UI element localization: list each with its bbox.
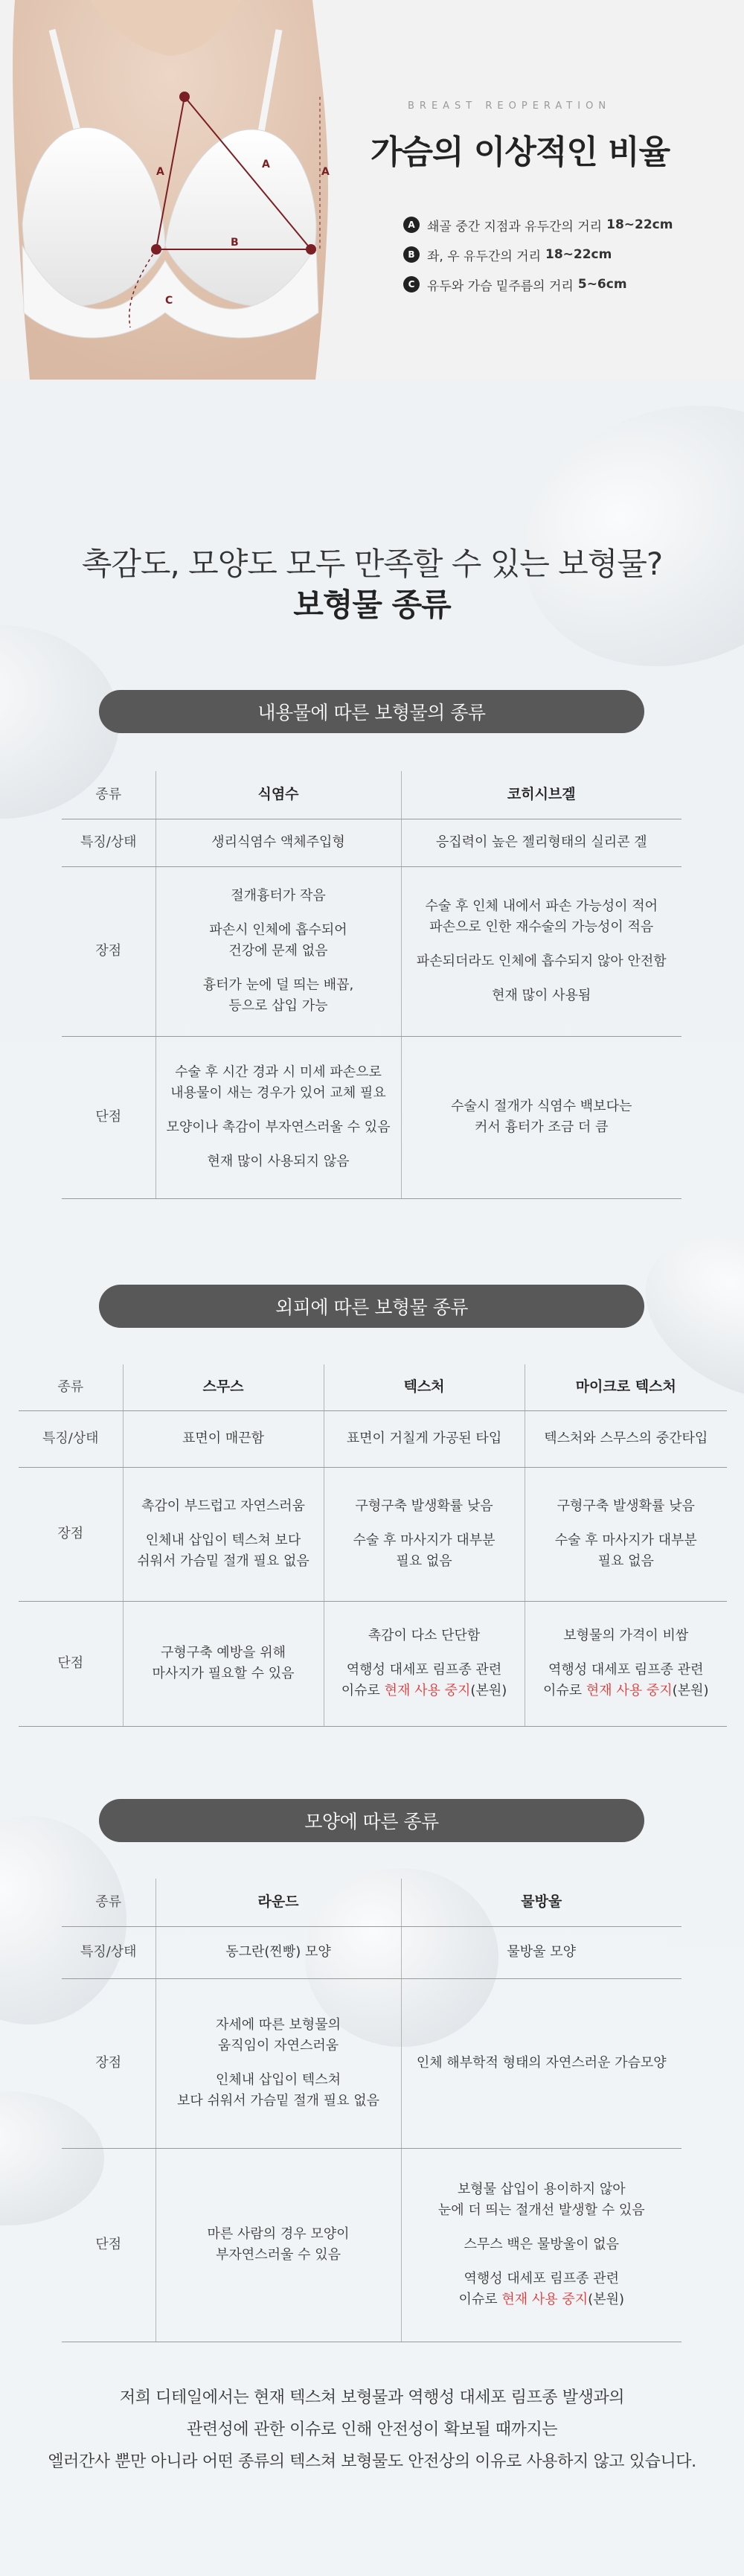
header-cell: 라운드 (155, 1879, 401, 1926)
cell-text: 인체 해부학적 형태의 자연스러운 가슴모양 (416, 2055, 667, 2071)
cell-text: 파손시 인체에 흡수되어 건강에 문제 없음 (209, 922, 347, 959)
cell-text (531, 1660, 722, 1701)
table-cell (525, 1467, 727, 1601)
discontinued-notice: 현재 사용 중지 (586, 1682, 673, 1698)
table-cell (401, 1036, 682, 1198)
cell-text: 보형물의 가격이 비쌈 (563, 1628, 689, 1644)
cell-text: 수술 후 인체 내에서 파손 가능성이 적어 파손으로 인한 재수술의 가능성이 적음 (425, 898, 658, 936)
ratio-item-c (403, 269, 673, 299)
table-cell (123, 1601, 324, 1726)
diagram-label-b: B (231, 237, 239, 249)
cell-text: 보형물 삽입이 용이하지 않아 눈에 더 띄는 절개선 발생할 수 있음 (437, 2182, 645, 2219)
implant-shell-table (19, 1364, 727, 1727)
cell-text-part: (본원) (470, 1682, 507, 1698)
table-row (62, 1036, 682, 1198)
header-cell: 물방울 (401, 1879, 682, 1926)
table-cell (155, 2148, 401, 2342)
implant-types-section (0, 380, 744, 2576)
footnote-line: 엘러간사 뿐만 아니라 어떤 종류의 텍스쳐 보형물도 안전상의 이유로 사용하지 않고 있습니다. (48, 2452, 696, 2471)
table-cell (324, 1601, 525, 1726)
table-cell (155, 1978, 401, 2148)
table-cell (525, 1601, 727, 1726)
header-cell: 마이크로 텍스처 (525, 1364, 727, 1410)
diagram-label-c: C (165, 295, 173, 307)
cell-text: 스무스 백은 물방울이 없음 (464, 2237, 619, 2253)
marker-a-icon: A (403, 217, 420, 233)
hero-subtitle: BREAST REOPERATION (408, 100, 612, 112)
table-cell (155, 1036, 401, 1198)
footnote-line: 저희 디테일에서는 현재 텍스쳐 보형물과 역행성 대세포 림프종 발생과의 (119, 2388, 625, 2407)
section-pill-contents: 내용물에 따른 보형물의 종류 (99, 690, 644, 733)
implant-shape-table (62, 1879, 682, 2342)
table-row (19, 1410, 727, 1467)
footnote-line: 관련성에 관한 이슈로 인해 안전성이 확보될 때까지는 (186, 2420, 558, 2439)
row-label: 단점 (62, 1036, 155, 1198)
cell-text: 수술 후 마사지가 대부분 필요 없음 (353, 1533, 496, 1569)
cell-text: 현재 많이 사용되지 않음 (207, 1153, 350, 1169)
header-cell: 종류 (19, 1364, 123, 1410)
cell-text: 절개흉터가 작음 (231, 888, 326, 904)
cell-text: 응집력이 높은 젤리형태의 실리콘 겔 (435, 834, 647, 851)
diagram-label-a-right: A (262, 159, 270, 170)
cell-text: 수술 후 마사지가 대부분 필요 없음 (554, 1533, 697, 1569)
table-cell (525, 1410, 727, 1467)
safety-footnote (0, 2382, 744, 2478)
cell-text-part: 이슈로 (341, 1682, 385, 1698)
hero-title-bold: 이상적인 비율 (473, 133, 670, 171)
cell-text: 현재 많이 사용됨 (492, 987, 591, 1003)
cell-text: 수술 후 시간 경과 시 미세 파손으로 내용물이 새는 경우가 있어 교체 필요 (170, 1064, 386, 1102)
intro-question: 촉감도, 모양도 모두 만족할 수 있는 보형물? (81, 546, 663, 582)
table-cell (401, 866, 682, 1036)
table-cell (324, 1467, 525, 1601)
table-header-row (19, 1364, 727, 1410)
table-row (62, 1978, 682, 2148)
cell-text-part: 이슈로 (543, 1682, 586, 1698)
header-cell: 코히시브겔 (401, 771, 682, 819)
cell-text: 자세에 따른 보형물의 움직임이 자연스러움 (216, 2017, 341, 2054)
cell-text: 촉감이 다소 단단함 (368, 1628, 481, 1644)
cell-text: 물방울 모양 (507, 1944, 577, 1960)
cell-text-part: 역행성 대세포 림프종 관련 (464, 2270, 619, 2286)
intro-heading: 보형물 종류 (293, 587, 451, 623)
implant-contents-table (62, 771, 682, 1199)
ratio-value: 5~6cm (577, 277, 627, 292)
table-cell (401, 1926, 682, 1978)
ratio-value: 18~22cm (606, 217, 673, 232)
cell-text (330, 1660, 519, 1701)
header-cell: 종류 (62, 771, 155, 819)
row-label: 장점 (19, 1467, 123, 1601)
header-cell: 식염수 (155, 771, 401, 819)
cell-text-part: (본원) (588, 2291, 624, 2307)
cell-text: 표면이 매끈함 (182, 1431, 265, 1447)
cell-text: 생리식염수 액체주입형 (211, 834, 345, 851)
cell-text-part: 역행성 대세포 림프종 관련 (548, 1662, 704, 1678)
table-row (62, 866, 682, 1036)
table-header-row (62, 771, 682, 819)
table-cell (123, 1410, 324, 1467)
row-label: 특징/상태 (62, 819, 155, 866)
cell-text: 구형구축 발생확률 낮음 (355, 1498, 493, 1515)
table-cell (155, 866, 401, 1036)
ratio-text: 유두와 가슴 밑주름의 거리 (427, 278, 574, 294)
table-row (19, 1601, 727, 1726)
diagram-label-a-side: A (321, 166, 330, 178)
table-cell (155, 819, 401, 866)
bra-diagram-illustration (0, 0, 350, 380)
table-cell (324, 1410, 525, 1467)
row-label: 장점 (62, 866, 155, 1036)
discontinued-notice: 현재 사용 중지 (501, 2291, 589, 2307)
marker-b-icon: B (403, 246, 420, 263)
diagram-label-a-left: A (156, 166, 164, 178)
cell-text-part: 역행성 대세포 림프종 관련 (346, 1662, 502, 1678)
discontinued-notice: 현재 사용 중지 (384, 1682, 471, 1698)
table-cell (401, 819, 682, 866)
cell-text: 표면이 거칠게 가공된 타입 (346, 1431, 502, 1447)
table-cell (155, 1926, 401, 1978)
table-row (19, 1467, 727, 1601)
ratio-value: 18~22cm (545, 247, 612, 262)
cell-text: 모양이나 촉감이 부자연스러울 수 있음 (166, 1119, 391, 1135)
ratio-item-b (403, 240, 673, 269)
row-label: 단점 (19, 1601, 123, 1726)
cell-text: 마른 사람의 경우 모양이 부자연스러울 수 있음 (207, 2226, 350, 2263)
ratio-text: 쇄골 중간 지점과 유두간의 거리 (427, 219, 603, 234)
cell-text: 인체내 삽입이 텍스쳐 보다 쉬워서 가슴밑 절개 필요 없음 (176, 2072, 380, 2109)
cell-text-part: (본원) (672, 1682, 709, 1698)
table-header-row (62, 1879, 682, 1926)
table-cell (123, 1467, 324, 1601)
header-cell: 종류 (62, 1879, 155, 1926)
cell-text: 흉터가 눈에 덜 띄는 배꼽, 등으로 삽입 가능 (202, 977, 354, 1014)
cell-text: 파손되더라도 인체에 흡수되지 않아 안전함 (416, 953, 667, 969)
table-row (62, 2148, 682, 2342)
ratio-text: 좌, 우 유두간의 거리 (427, 249, 541, 264)
row-label: 특징/상태 (19, 1410, 123, 1467)
hero-title (371, 125, 670, 173)
cell-text: 동그란(찐빵) 모양 (225, 1944, 331, 1960)
ratio-list (403, 210, 673, 299)
table-row (62, 819, 682, 866)
section-pill-shape: 모양에 따른 종류 (99, 1799, 644, 1842)
cell-text: 인체내 삽입이 텍스쳐 보다 쉬워서 가슴밑 절개 필요 없음 (137, 1533, 310, 1569)
section-pill-shell: 외피에 따른 보형물 종류 (99, 1285, 644, 1328)
cell-text: 수술시 절개가 식염수 백보다는 커서 흉터가 조금 더 큼 (451, 1099, 632, 1135)
cell-text: 텍스처와 스무스의 중간타입 (544, 1431, 708, 1447)
table-row (62, 1926, 682, 1978)
header-cell: 텍스처 (324, 1364, 525, 1410)
header-cell: 스무스 (123, 1364, 324, 1410)
row-label: 특징/상태 (62, 1926, 155, 1978)
cell-text: 구형구축 예방을 위해 마사지가 필요할 수 있음 (152, 1645, 295, 1681)
table-cell (401, 1978, 682, 2148)
cell-text (408, 2269, 676, 2310)
hero-section (0, 0, 744, 380)
cell-text: 촉감이 부드럽고 자연스러움 (141, 1498, 306, 1515)
row-label: 장점 (62, 1978, 155, 2148)
cell-text-part: 이슈로 (458, 2291, 502, 2307)
ratio-item-a (403, 210, 673, 240)
hero-title-plain: 가슴의 (371, 133, 474, 171)
marker-c-icon: C (403, 276, 420, 293)
cell-text: 구형구축 발생확률 낮음 (557, 1498, 695, 1515)
table-cell (401, 2148, 682, 2342)
row-label: 단점 (62, 2148, 155, 2342)
